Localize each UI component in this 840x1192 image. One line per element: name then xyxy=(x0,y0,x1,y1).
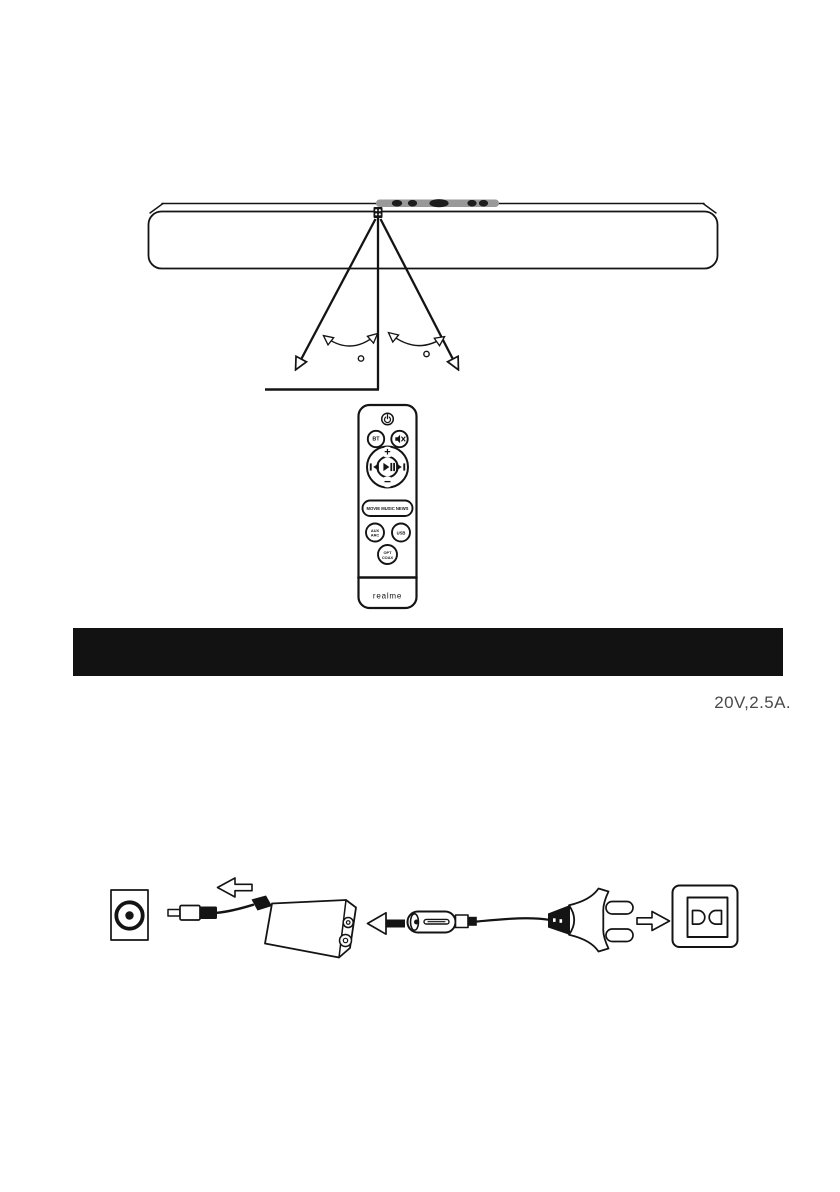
c7-connector-icon xyxy=(408,912,550,933)
dc-jack-icon xyxy=(111,890,148,940)
mains-cable xyxy=(477,918,549,921)
power-connection-diagram xyxy=(111,878,738,958)
dc-cable xyxy=(217,905,253,913)
bt-button xyxy=(368,431,384,447)
aux-label: AUX xyxy=(370,527,380,533)
soundbar-button xyxy=(467,200,476,207)
arc-label: ARC xyxy=(370,532,380,538)
volume-plus-label: + xyxy=(384,446,391,459)
mode-button xyxy=(363,501,413,517)
power-adapter-icon xyxy=(252,896,357,958)
ir-sensor-icon xyxy=(374,207,383,218)
mute-button xyxy=(391,431,407,447)
plug-bell xyxy=(569,889,609,952)
volume-ring xyxy=(367,447,408,489)
opt-coax-button xyxy=(378,545,397,564)
soundbar-illustration xyxy=(149,199,718,268)
arrow-left-icon xyxy=(218,878,253,897)
dc-plug-icon xyxy=(168,905,253,920)
soundbar-button xyxy=(408,200,417,207)
two-prong-plug-icon xyxy=(548,889,633,952)
plug-prong xyxy=(606,902,633,915)
opt-label: OPT xyxy=(383,549,392,555)
plug-collar xyxy=(548,905,570,935)
bt-button-label: BT xyxy=(372,436,380,443)
usb-button xyxy=(392,524,410,542)
volume-minus-label: − xyxy=(383,474,392,489)
plug-prong xyxy=(606,929,633,942)
power-spec-text: 20V,2.5A. xyxy=(714,693,791,712)
soundbar-top-buttons xyxy=(376,199,499,207)
wall-outlet-icon xyxy=(673,886,738,948)
adapter-socket xyxy=(340,935,352,947)
usb-label: USB xyxy=(396,530,406,536)
degree-symbol xyxy=(358,356,363,361)
swivel-arrow-right xyxy=(389,333,444,357)
degree-symbol xyxy=(424,351,429,356)
aux-arc-button xyxy=(366,524,384,542)
section-header-bar xyxy=(73,628,783,676)
outlet-hole-right xyxy=(709,911,721,925)
coax-label: COAX xyxy=(381,554,394,560)
brand-logo-text: realme xyxy=(372,591,403,601)
swivel-arrow-left xyxy=(324,334,377,361)
arrow-left-thick-icon xyxy=(368,913,406,934)
adapter-socket xyxy=(343,918,353,928)
outlet-hole-left xyxy=(693,911,705,925)
soundbar-button xyxy=(429,199,448,207)
strain-relief xyxy=(252,896,273,911)
mode-button-label: MOVIE MUSIC NEWS xyxy=(366,506,409,512)
soundbar-button xyxy=(392,200,402,207)
soundbar-body xyxy=(149,212,718,269)
soundbar-button xyxy=(479,200,488,207)
arrow-right-icon xyxy=(637,912,670,931)
remote-illustration xyxy=(359,405,417,608)
